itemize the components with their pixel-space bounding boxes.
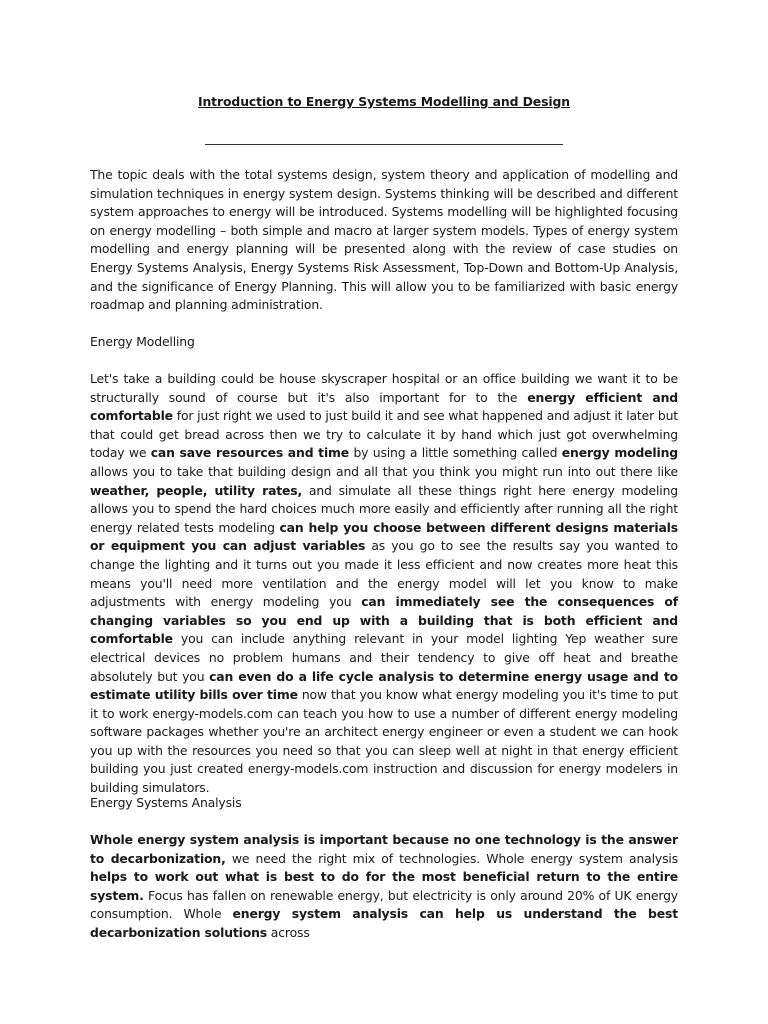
- energy-systems-analysis-paragraph: [90, 831, 678, 943]
- text-run: across: [267, 924, 310, 940]
- paragraph-text: [90, 370, 678, 798]
- intro-paragraph: [90, 166, 678, 315]
- bold-phrase: can help you choose between different designs materials or equipment you can adjust variables: [90, 519, 678, 554]
- text-run: Let's take a building could be house skyscraper hospital or an office building we want it to be structurally sound of course but it's also important for to the: [90, 371, 678, 405]
- text-run: and simulate all these things right here energy modeling allows you to spend the hard choices much more easily and efficiently after running all the right energy related tests modeling: [90, 482, 678, 535]
- bold-phrase: can even do a life cycle analysis to determine energy usage and to estimate utility bills over time: [90, 668, 678, 703]
- bold-phrase: can immediately see the consequences of changing variables so you end up with a building that is both efficient and comfortable: [90, 594, 678, 647]
- text-run: allows you to take that building design and all that you think you might run into out there like: [90, 463, 678, 479]
- section-heading-text: Energy Modelling: [90, 334, 195, 349]
- text-run: you can include anything relevant in your model lighting Yep weather sure electrical devices no problem humans and their tendency to give off heat and breathe absolutely but you: [90, 631, 678, 684]
- bold-phrase: weather, people, utility rates,: [90, 482, 303, 498]
- intro-text: The topic deals with the total systems design, system theory and application of modelling and simulation techniques in energy system design. Systems thinking will be described and different system approaches to energy will be introduced. Systems modelling will be highlighted focusing on energy modelling – both simple and macro at larger system models. Types of energy system modelling and energy planning will be presented along with the review of case studies on Energy Systems Analysis, Energy Systems Risk Assessment, Top-Down and Bottom-Up Analysis, and the significance of Energy Planning. This will allow you to be familiarized with basic energy roadmap and planning administration.: [90, 167, 678, 313]
- section-heading-energy-systems-analysis: [90, 794, 678, 813]
- bold-phrase: helps to work out what is best to do for the most beneficial return to the entire system.: [90, 869, 678, 903]
- section-heading-energy-modelling: [90, 333, 678, 352]
- bold-phrase: energy efficient and comfortable: [90, 389, 678, 424]
- section-heading-text: Energy Systems Analysis: [90, 795, 242, 810]
- energy-modelling-paragraph: [90, 370, 678, 798]
- title-divider: [205, 144, 563, 145]
- bold-phrase: can save resources and time: [150, 445, 350, 461]
- bold-phrase: energy system analysis can help us understand the best decarbonization solutions: [90, 906, 678, 940]
- text-run: Focus has fallen on renewable energy, but electricity is only around 20% of UK energy consumption. Whole: [90, 887, 678, 922]
- bold-phrase: energy modeling: [561, 445, 678, 461]
- text-run: we need the right mix of technologies. Whole energy system analysis: [225, 850, 678, 866]
- text-run: now that you know what energy modeling you it's time to put it to work energy-models.com can teach you how to use a number of different energy modeling software packages whether you're an architect energy engineer or even a student we can hook you up with the resources you need so that you can sleep well at night in that energy efficient building you just created energy-models.com instruction and discussion for energy modelers in building simulators.: [90, 687, 678, 796]
- paragraph-text: [90, 831, 678, 943]
- text-run: as you go to see the results say you wanted to change the lighting and it turns out you made it less efficient and now creates more heat this means you'll need more ventilation and the energy model will let you know to make adjustments with energy modeling you: [90, 538, 678, 610]
- document-title: Introduction to Energy Systems Modelling and Design: [197, 94, 571, 109]
- text-run: for just right we used to just build it and see what happened and adjust it later but that could get bread across then we try to calculate it by hand which just got overwhelming today we: [90, 408, 678, 461]
- text-run: by using a little something called: [349, 445, 562, 461]
- bold-phrase: Whole energy system analysis is important because no one technology is the answer to decarbonization,: [90, 832, 678, 866]
